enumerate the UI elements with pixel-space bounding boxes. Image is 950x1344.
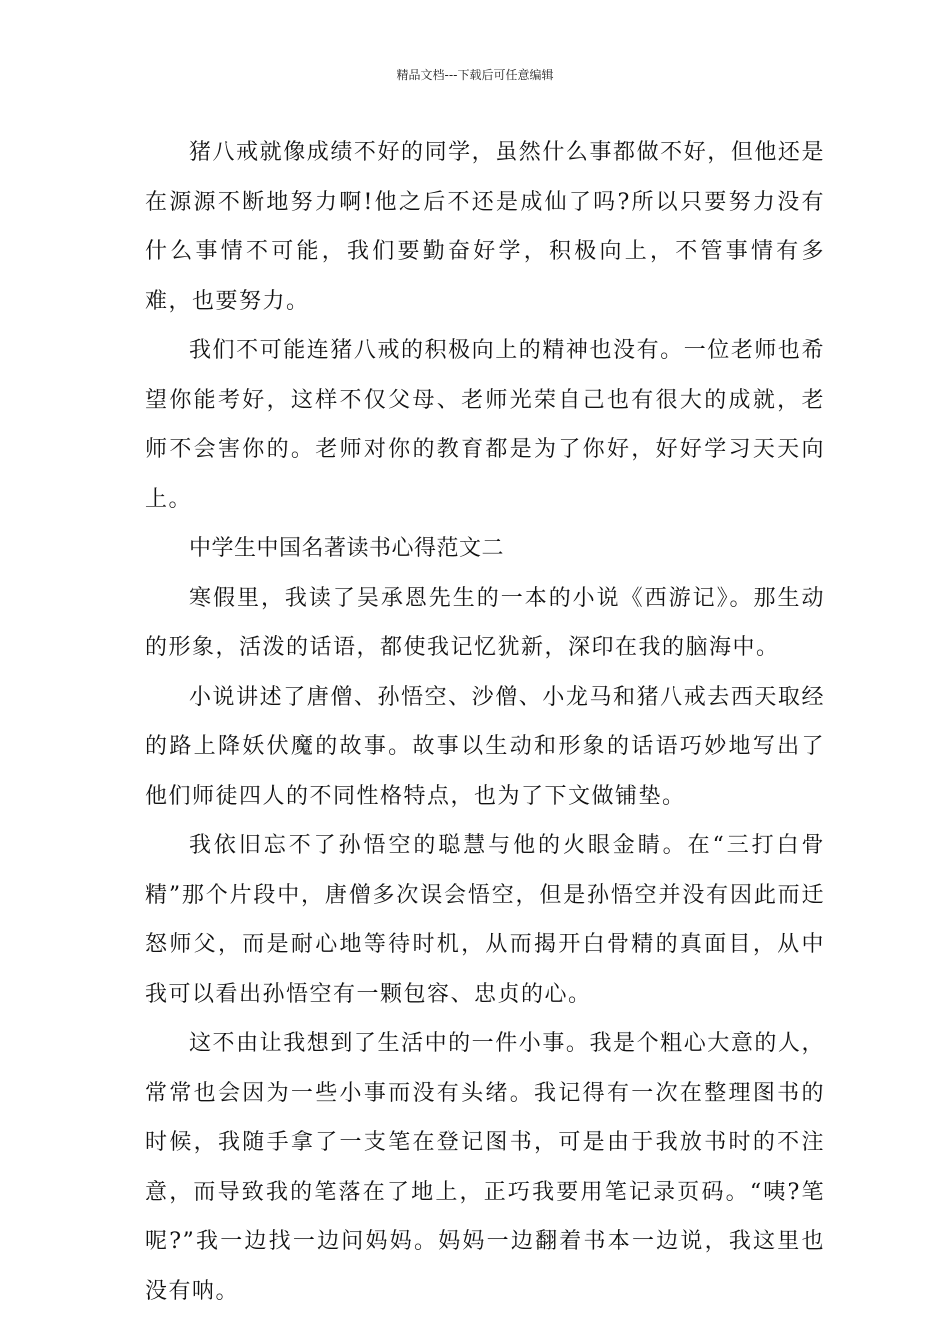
paragraph-4: 小说讲述了唐僧、孙悟空、沙僧、小龙马和猪八戒去西天取经的路上降妖伏魔的故事。故事以生动和形象的话语巧妙地写出了他们师徒四人的不同性格特点，也为了下文做铺垫。 — [145, 684, 825, 809]
paragraph-6: 这不由让我想到了生活中的一件小事。我是个粗心大意的人，常常也会因为一些小事而没有头绪。我记得有一次在整理图书的时候，我随手拿了一支笔在登记图书，可是由于我放书时的不注意，而导致我的笔落在了地上，正巧我要用笔记录页码。“咦?笔呢?”我一边找一边问妈妈。妈妈一边翻着书本一边说，我这里也没有呐。 — [145, 1031, 825, 1304]
paragraph-5: 我依旧忘不了孙悟空的聪慧与他的火眼金睛。在“三打白骨精”那个片段中，唐僧多次误会悟空，但是孙悟空并没有因此而迁怒师父，而是耐心地等待时机，从而揭开白骨精的真面目，从中我可以看出孙悟空有一颗包容、忠贞的心。 — [145, 833, 825, 1007]
paragraph-2: 我们不可能连猪八戒的积极向上的精神也没有。一位老师也希望你能考好，这样不仅父母、老师光荣自己也有很大的成就，老师不会害你的。老师对你的教育都是为了你好，好好学习天天向上。 — [145, 338, 825, 512]
paragraph-1: 猪八戒就像成绩不好的同学，虽然什么事都做不好，但他还是在源源不断地努力啊!他之后不还是成仙了吗?所以只要努力没有什么事情不可能，我们要勤奋好学，积极向上，不管事情有多难，也要努力。 — [145, 140, 825, 314]
paragraph-3: 寒假里，我读了吴承恩先生的一本的小说《西游记》。那生动的形象，活泼的话语，都使我记忆犹新，深印在我的脑海中。 — [145, 585, 825, 660]
document-body — [145, 128, 825, 1316]
section-heading: 中学生中国名著读书心得范文二 — [189, 536, 505, 561]
page-header: 精品文档---下载后可任意编辑 — [396, 68, 554, 82]
